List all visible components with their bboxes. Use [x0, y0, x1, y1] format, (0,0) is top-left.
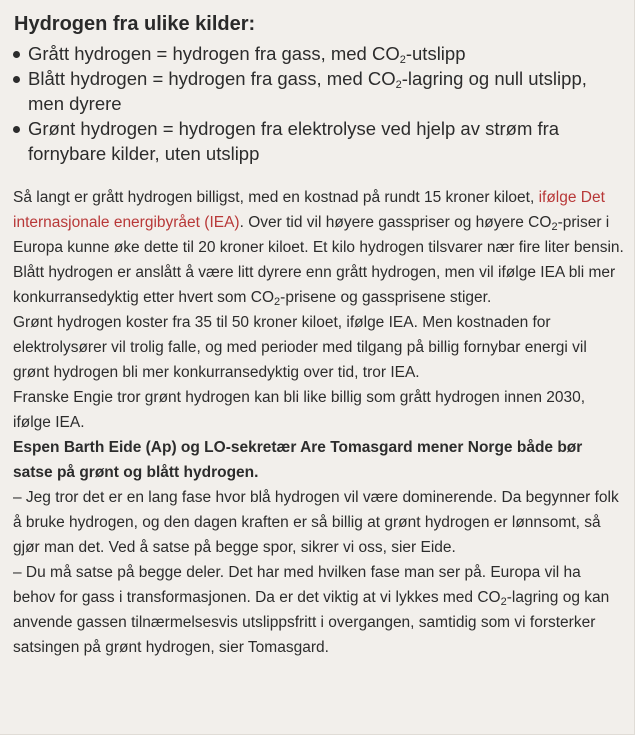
paragraph-lede-bold: Espen Barth Eide (Ap) og LO-sekretær Are Tomasgard mener Norge både bør satse på grønt og blått hydrogen.: [13, 439, 583, 481]
bullet-icon: [13, 76, 20, 83]
iea-link[interactable]: ifølge Det internasjonale energibyrået (IEA): [13, 189, 605, 231]
factbox-title: Hydrogen fra ulike kilder:: [14, 13, 256, 35]
list-item-blue-hydrogen: Blått hydrogen = hydrogen fra gass, med $CO_2$-lagring og null utslipp, men dyrere: [13, 66, 624, 116]
hydrogen-types-list: [13, 41, 624, 166]
paragraph-green-cost: Grønt hydrogen koster fra 35 til 50 kroner kiloet, ifølge IEA. Men kostnaden for elektrolysører vil trolig falle, og med perioder med tilgang på billig fornybar energi vil grønt hydrogen bli mer konkurransedyktig over tid, tror IEA.: [13, 314, 587, 381]
quote-tomasgard: – Du må satse på begge deler. Det har med hvilken fase man ser på. Europa vil ha behov for gass i transformasjonen. Da er det viktig at vi lykkes med $CO_2$-lagring og kan anvende gassen tilnærmelsesvis utslippsfritt i overgangen, samtidig som vi forsterker satsingen på grønt hydrogen, sier Tomasgard.: [13, 564, 610, 656]
bullet-icon: [13, 126, 20, 133]
paragraph-engie: Franske Engie tror grønt hydrogen kan bli like billig som grått hydrogen innen 2030, ifølge IEA.: [13, 389, 586, 431]
paragraph-blue-cost: Blått hydrogen er anslått å være litt dyrere enn grått hydrogen, men vil ifølge IEA bli mer konkurransedyktig etter hvert som $CO_2$-prisene og gassprisene stiger.: [13, 264, 616, 308]
bullet-icon: [13, 51, 20, 58]
paragraph-grey-cost: Så langt er grått hydrogen billigst, med en kostnad på rundt 15 kroner kiloet, ifølge Det internasjonale energibyrået (IEA). Over tid vil høyere gasspriser og høyere $CO_2$-priser i Europa kunne øke dette til 20 kroner kiloet. Et kilo hydrogen tilsvarer nær fire liter bensin.: [13, 189, 624, 256]
list-item-green-hydrogen: Grønt hydrogen = hydrogen fra elektrolyse ved hjelp av strøm fra fornybare kilder, uten utslipp: [13, 116, 624, 166]
list-item-grey-hydrogen: Grått hydrogen = hydrogen fra gass, med $CO_2$-utslipp: [13, 41, 624, 66]
quote-eide: – Jeg tror det er en lang fase hvor blå hydrogen vil være dominerende. Da begynner folk å bruke hydrogen, og den dagen kraften er så billig at grønt hydrogen er lønnsomt, så gjør man det. Ved å satse på begge spor, sikrer vi oss, sier Eide.: [13, 489, 619, 556]
article-body: [13, 185, 624, 660]
